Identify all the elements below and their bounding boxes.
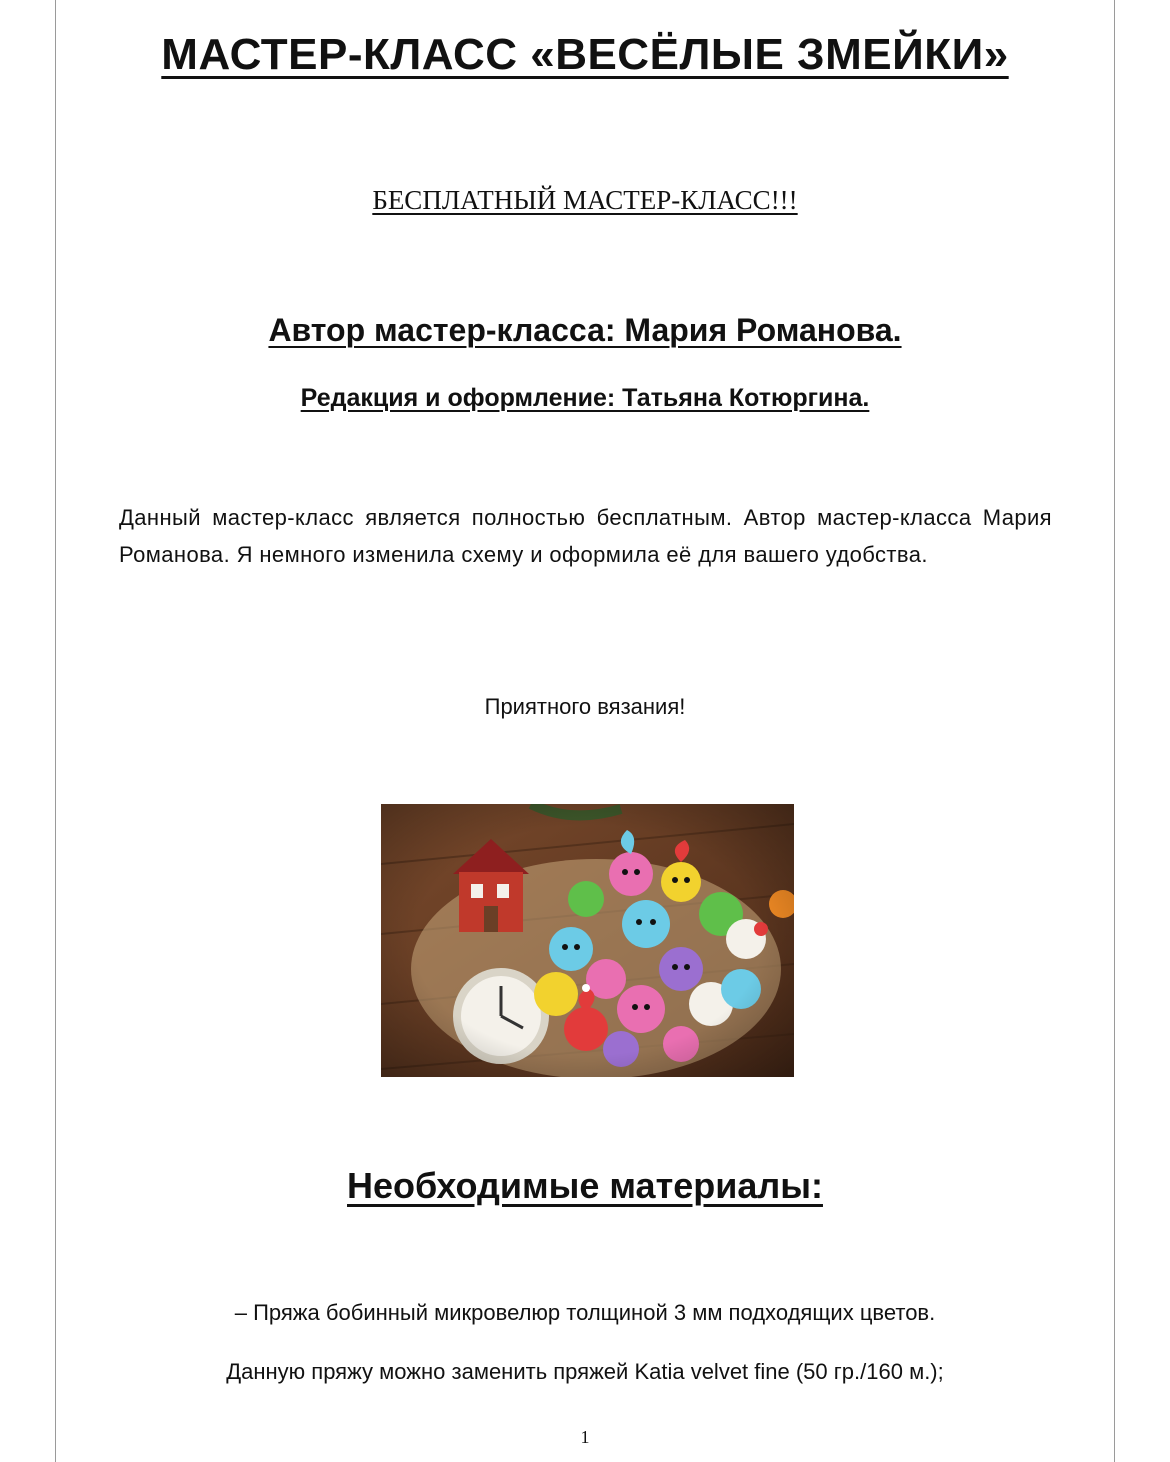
document-title: МАСТЕР-КЛАСС «ВЕСЁЛЫЕ ЗМЕЙКИ» bbox=[161, 30, 1009, 79]
document-page bbox=[55, 0, 1115, 1462]
materials-item: Данную пряжу можно заменить пряжей Katia velvet fine (50 гр./160 м.); bbox=[226, 1359, 944, 1384]
editor-line: Редакция и оформление: Татьяна Котюргина. bbox=[300, 384, 870, 412]
greeting: Приятного вязания! bbox=[484, 694, 686, 719]
page-number: 1 bbox=[580, 1427, 590, 1447]
intro-paragraph: Данный мастер-класс является полностью бесплатным. Автор мастер-класса Мария Романова. Я немного изменила схему и оформила её для вашего удобства. bbox=[119, 505, 1052, 567]
materials-item: – Пряжа бобинный микровелюр толщиной 3 мм подходящих цветов. bbox=[234, 1300, 936, 1325]
author-line: Автор мастер-класса: Мария Романова. bbox=[268, 312, 902, 348]
materials-heading: Необходимые материалы: bbox=[347, 1165, 823, 1206]
free-masterclass-label: БЕСПЛАТНЫЙ МАСТЕР-КЛАСС!!! bbox=[372, 185, 798, 215]
crocheted-snakes-photo bbox=[381, 804, 794, 1077]
